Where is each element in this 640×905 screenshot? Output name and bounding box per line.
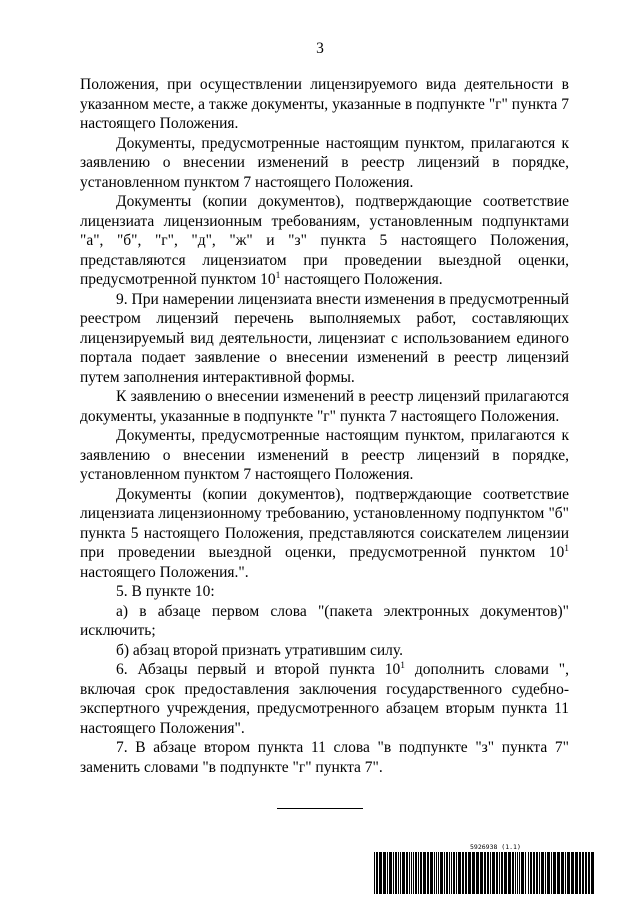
barcode-bar [512,852,514,894]
superscript-index: 1 [275,271,281,281]
paragraph-text: 9. При намерении лицензиата внести изменения в предусмотренный реестром лицензий перечень выполняемых работ, составляющих лицензируемый вид деятельности, лицензиат с использованием единого портала подает заявление о внесении изменений в реестр лицензий путем заполнения интерактивной формы. [80,290,570,386]
barcode-bar [376,852,378,894]
barcode-bar [413,852,414,894]
barcode-bar [451,852,452,894]
barcode-bar [487,852,489,894]
barcode-bar [530,852,532,894]
barcode-bar [553,852,556,894]
paragraph-text: дополнить словами ", включая срок предоставления заключения государственного судебно-экспертного учреждения, предусмотренного абзацем вторым пункта 11 настоящего Положения". [80,661,569,737]
document-body [80,75,569,777]
barcode-bar [400,852,401,894]
barcode-bar [567,852,570,894]
barcode-bar [420,852,422,894]
barcode-bar [395,852,397,894]
barcode-bar [557,852,560,894]
barcode-bar [571,852,574,894]
barcode-bar [379,852,382,894]
end-separator-line [277,808,363,809]
barcode-bar [525,852,526,894]
barcode-bar [585,852,587,894]
barcode-bar [374,852,375,894]
barcode-bar [449,852,450,894]
barcode-bar [547,852,550,894]
paragraph [80,387,569,426]
barcode-bar [499,852,500,894]
barcode-bar [480,852,483,894]
barcode-bar [383,852,386,894]
barcode-bar [565,852,566,894]
paragraph-text: Документы, предусмотренные настоящим пунктом, прилагаются к заявлению о внесении изменений в реестр лицензий в порядке, установленном пунктом 7 настоящего Положения. [80,427,569,483]
barcode-bar [446,852,448,894]
barcode-bar [440,852,443,894]
paragraph-text: а) в абзаце первом слова "(пакета электронных документов)" исключить; [80,602,569,639]
barcode-bar [501,852,503,894]
barcode-bar [423,852,426,894]
paragraph [80,134,569,193]
paragraph [80,582,569,602]
barcode-label: 5926938 (1.1) [470,843,521,851]
barcode-bar [387,852,388,894]
paragraph [80,602,569,641]
barcode-bar [462,852,464,894]
paragraph-text: настоящего Положения.". [80,563,249,581]
barcode-bar [588,852,590,894]
barcode-bar [427,852,429,894]
barcode-bar [393,852,394,894]
superscript-index: 1 [400,661,406,671]
barcode-bar [434,852,435,894]
barcode-bar [444,852,445,894]
barcode-bar [402,852,405,894]
paragraph [80,75,569,134]
barcode-bar [398,852,399,894]
barcode-icon [374,852,594,894]
barcode-bar [528,852,529,894]
barcode-bar [519,852,520,894]
barcode-bar [536,852,538,894]
barcode-bar [551,852,552,894]
barcode-bar [496,852,498,894]
barcode-bar [539,852,540,894]
barcode-bar [515,852,516,894]
paragraph [80,426,569,485]
paragraph-text: Документы, предусмотренные настоящим пунктом, прилагаются к заявлению о внесении изменений в реестр лицензий в порядке, установленном пунктом 7 настоящего Положения. [80,134,569,191]
barcode-bar [453,852,455,894]
paragraph-text: 5. В пункте 10: [116,583,215,600]
barcode-bar [409,852,410,894]
barcode-bar [476,852,479,894]
barcode-bar [561,852,564,894]
barcode-bar [508,852,511,894]
document-barcode [374,843,594,895]
paragraph-text: настоящего Положения. [280,271,443,288]
paragraph-text: Документы (копии документов), подтверждающие соответствие лицензиата лицензионному требованию, установленному подпунктом "б" пункта 5 настоящего Положения, представляются соискателем лицензии при проведении выездной оценки, предусмотренной пунктом 10 [80,485,569,561]
barcode-bar [436,852,437,894]
barcode-bar [575,852,578,894]
paragraph [80,660,569,738]
barcode-bar [484,852,486,894]
barcode-bar [456,852,457,894]
paragraph-text: К заявлению о внесении изменений в реестр лицензий прилагаются документы, указанные в подпункте "г" пункта 7 настоящего Положения. [80,388,569,425]
barcode-bar [545,852,546,894]
paragraph [80,192,569,290]
barcode-bar [468,852,471,894]
paragraph-text: Положения, при осуществлении лицензируемого вида деятельности в указанном месте, а также документы, указанные в подпункте "г" пункта 7 настоящего Положения. [80,76,569,132]
barcode-bar [533,852,535,894]
barcode-bar [591,852,594,894]
barcode-bar [517,852,518,894]
barcode-bar [411,852,412,894]
paragraph-text: 7. В абзаце втором пункта 11 слова "в подпункте "з" пункта 7" заменить словами "в подпункте "г" пункта 7". [80,739,569,776]
barcode-bar [418,852,419,894]
superscript-index: 1 [564,544,569,554]
barcode-bar [406,852,408,894]
barcode-bar [389,852,392,894]
paragraph [80,738,569,777]
barcode-bar [541,852,544,894]
barcode-bar [438,852,439,894]
barcode-bar [472,852,475,894]
paragraph [80,485,569,583]
barcode-bar [579,852,581,894]
barcode-bar [415,852,417,894]
barcode-bar [582,852,584,894]
paragraph-text: 6. Абзацы первый и второй пункта 10 [116,661,401,678]
page-number: 3 [316,40,324,57]
barcode-bar [458,852,461,894]
paragraph-text: Документы (копии документов), подтверждающие соответствие лицензиата лицензионным требованиям, установленным подпунктами "а", "б", "г", "д", "ж" и "з" пункта 5 настоящего Положения, представляются лицензиатом при проведении выездной оценки, предусмотренной пунктом 10 [80,193,569,288]
paragraph [80,290,569,388]
barcode-bar [504,852,507,894]
barcode-bar [465,852,467,894]
paragraph-text: б) абзац второй признать утратившим силу. [116,641,403,659]
barcode-bar [521,852,524,894]
barcode-bar [490,852,491,894]
paragraph [80,641,569,661]
barcode-bar [430,852,433,894]
barcode-bar [492,852,495,894]
